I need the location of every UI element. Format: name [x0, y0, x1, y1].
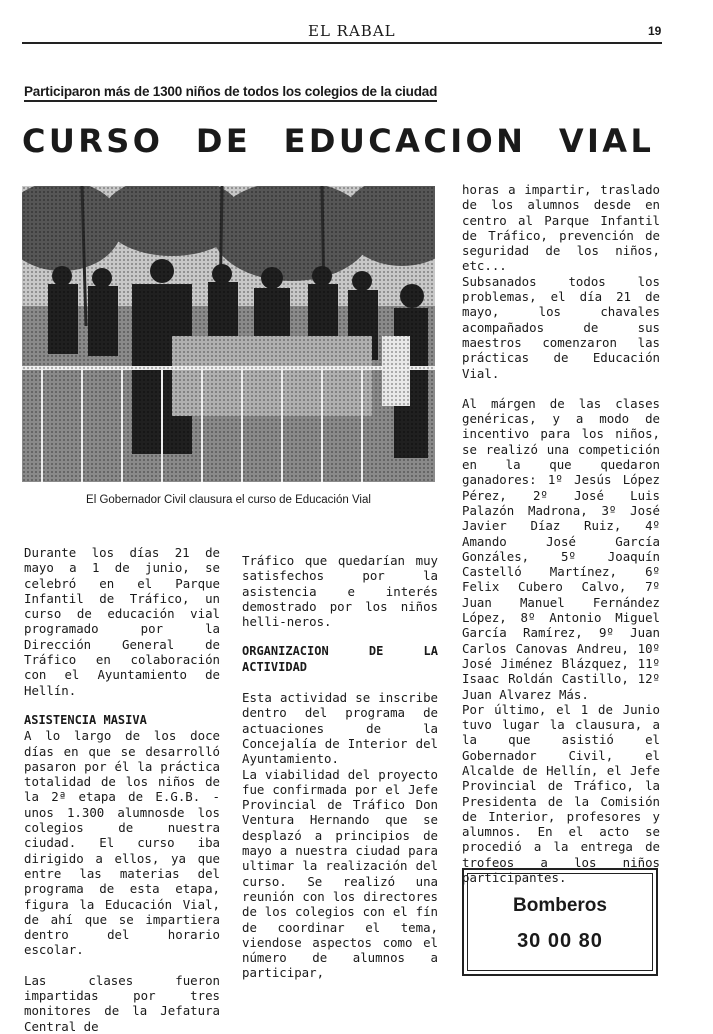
article-paragraph: Por último, el 1 de Junio tuvo lugar la clausura, a la que asistió el Gobernador Civil, el Alcalde de Hellín, el Jefe Provincial de Tráfico, la Presidenta de la Comisión de Interior, profesores y alumnos. En el acto se procedió a la entrega de trofeos a los niños participantes. [462, 701, 660, 886]
news-photo [22, 186, 435, 482]
firefighters-ad-box [462, 868, 658, 976]
photo-caption: El Gobernador Civil clausura el curso de Educación Vial [86, 494, 371, 506]
main-headline: CURSO DE EDUCACION VIAL [22, 122, 655, 160]
article-paragraph: Subsanados todos los problemas, el día 21 de mayo, los chavales acompañados de sus maestros comenzaron las prácticas de Educación Vial. [462, 273, 660, 381]
article-column-1 [24, 545, 220, 1034]
article-column-2 [242, 553, 438, 981]
article-paragraph: Tráfico que quedarían muy satisfechos por la asistencia e interés demostrado por los niños helli-neros. [242, 553, 438, 630]
article-subheading: ORGANIZACION DE LA ACTIVIDAD [242, 644, 438, 674]
article-paragraph: A lo largo de los doce días en que se desarrolló pasaron por él la práctica totalidad de los niños de la 2ª etapa de E.G.B. -unos 1.300 alumnosde los colegios de nuestra ciudad. El curso iba dirigido a ellos, ya que entre las materias del programa de esta etapa, figura la Educación Vial, de ahí que se impartiera dentro del horario escolar. [24, 728, 220, 958]
ad-box-inner-border [467, 873, 653, 971]
article-paragraph: La viabilidad del proyecto fue confirmada por el Jefe Provincial de Tráfico Don Ventura Hernando que se desplazó a principios de mayo a nuestra ciudad para ultimar la realización del curso. Se realizó una reunión con los directores de los colegios con el fín de coordinar el tema, viendose aspectos como el número de alumnos a participar, [242, 766, 438, 981]
newspaper-title: EL RABAL [308, 22, 396, 40]
header-rule [22, 42, 662, 44]
photo-illustration [22, 186, 435, 482]
page-number: 19 [648, 24, 662, 38]
ad-label: Bomberos [513, 895, 607, 916]
article-paragraph: Al márgen de las clases genéricas, y a modo de incentivo para los niños, se realizó una competición en la que quedaron ganadores: 1º Jesús López Pérez, 2º José Luis Palazón Madrona, 3º José Javier Díaz Ruiz, 4º Amando José García Gonzáles, 5º Joaquín Castelló Martínez, 6º Felix Cubero Calvo, 7º Juan Manuel Fernández López, 8º Antonio Miguel García Ramírez, 9º Juan Carlos Canovas Andreu, 10º José Jiménez Blázquez, 11º Isaac Roldán Castillo, 12º Juan Alvarez Más. [462, 395, 660, 702]
kicker-headline: Participaron más de 1300 niños de todos los colegios de la ciudad [24, 84, 437, 102]
ad-phone-number: 30 00 80 [517, 930, 603, 952]
article-column-3 [462, 182, 660, 885]
article-paragraph: Durante los días 21 de mayo a 1 de junio, se celebró en el Parque Infantil de Tráfico, un curso de educación vial programado por la Dirección General de Tráfico en colaboración con el Ayuntamiento de Hellín. [24, 545, 220, 698]
article-subheading: ASISTENCIA MASIVA [24, 712, 147, 727]
article-paragraph: Las clases fueron impartidas por tres monitores de la Jefatura Central de [24, 972, 220, 1034]
article-paragraph: Esta actividad se inscribe dentro del programa de actuaciones de la Concejalía de Interior del Ayuntamiento. [242, 690, 438, 767]
article-paragraph: horas a impartir, traslado de los alumnos desde en centro al Parque Infantil de Tráfico, prevención de seguridad de los niños, etc... [462, 182, 660, 274]
